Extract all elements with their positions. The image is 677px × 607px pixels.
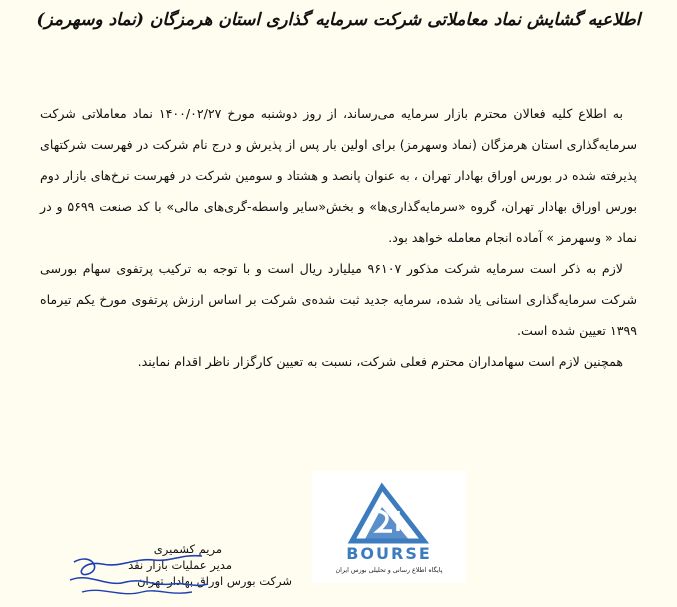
- handwritten-signature: [62, 540, 212, 604]
- logo-wordmark: BOURSE: [346, 544, 432, 563]
- paragraph-2: لازم به ذکر است سرمایه شرکت مذکور ۹۶۱۰۷ میلیارد ریال است و با توجه به ترکیب پرتفوی سهام بورسی شرکت سرمایه‌گذاری استانی یاد شده، سرمایه جدید ثبت شده‌ی شرکت بر اساس ارزش پرتفوی مورخ یکم تیرماه ۱۳۹۹ تعیین شده است.: [40, 261, 637, 338]
- announcement-title: اطلاعیه گشایش نماد معاملاتی شرکت سرمایه گذاری استان هرمزگان (نماد وسهرمز): [36, 10, 641, 30]
- announcement-body: [40, 98, 637, 377]
- signature-block: [62, 540, 292, 604]
- bourse-logo: [312, 471, 466, 583]
- signer-position: مدیر عملیات بازار نقد: [128, 558, 232, 572]
- paragraph-1: به اطلاع کلیه فعالان محترم بازار سرمایه می‌رساند، از روز دوشنبه مورخ ۱۴۰۰/۰۲/۲۷ نماد معاملاتی شرکت سرمایه‌گذاری استان هرمزگان (نماد وسهرمز) برای اولین بار پس از پذیرش و درج نام شرکت در فهرست شرکتهای پذیرفته شده در بورس اوراق بهادار تهران ، به عنوان پانصد و هشتاد و سومین شرکت در فهرست نرخ‌های بازار دوم بورس اوراق بهادار تهران، گروه «سرمایه‌گذاری‌ها» و بخش«سایر واسطه-گری‌های مالی» با کد صنعت ۵۶۹۹ و در نماد « وسهرمز » آماده انجام معامله خواهد بود.: [40, 106, 638, 245]
- logo-tagline: پایگاه اطلاع رسانی و تحلیلی بورس ایران: [335, 567, 443, 574]
- paragraph-3: همچنین لازم است سهامداران محترم فعلی شرکت، نسبت به تعیین کارگزار ناظر اقدام نمایند.: [137, 354, 623, 369]
- signer-organization: شرکت بورس اوراق بهادار تهران: [137, 574, 292, 588]
- bourse-triangle-icon: [352, 487, 424, 541]
- signer-name: مریم کشمیری: [153, 542, 222, 556]
